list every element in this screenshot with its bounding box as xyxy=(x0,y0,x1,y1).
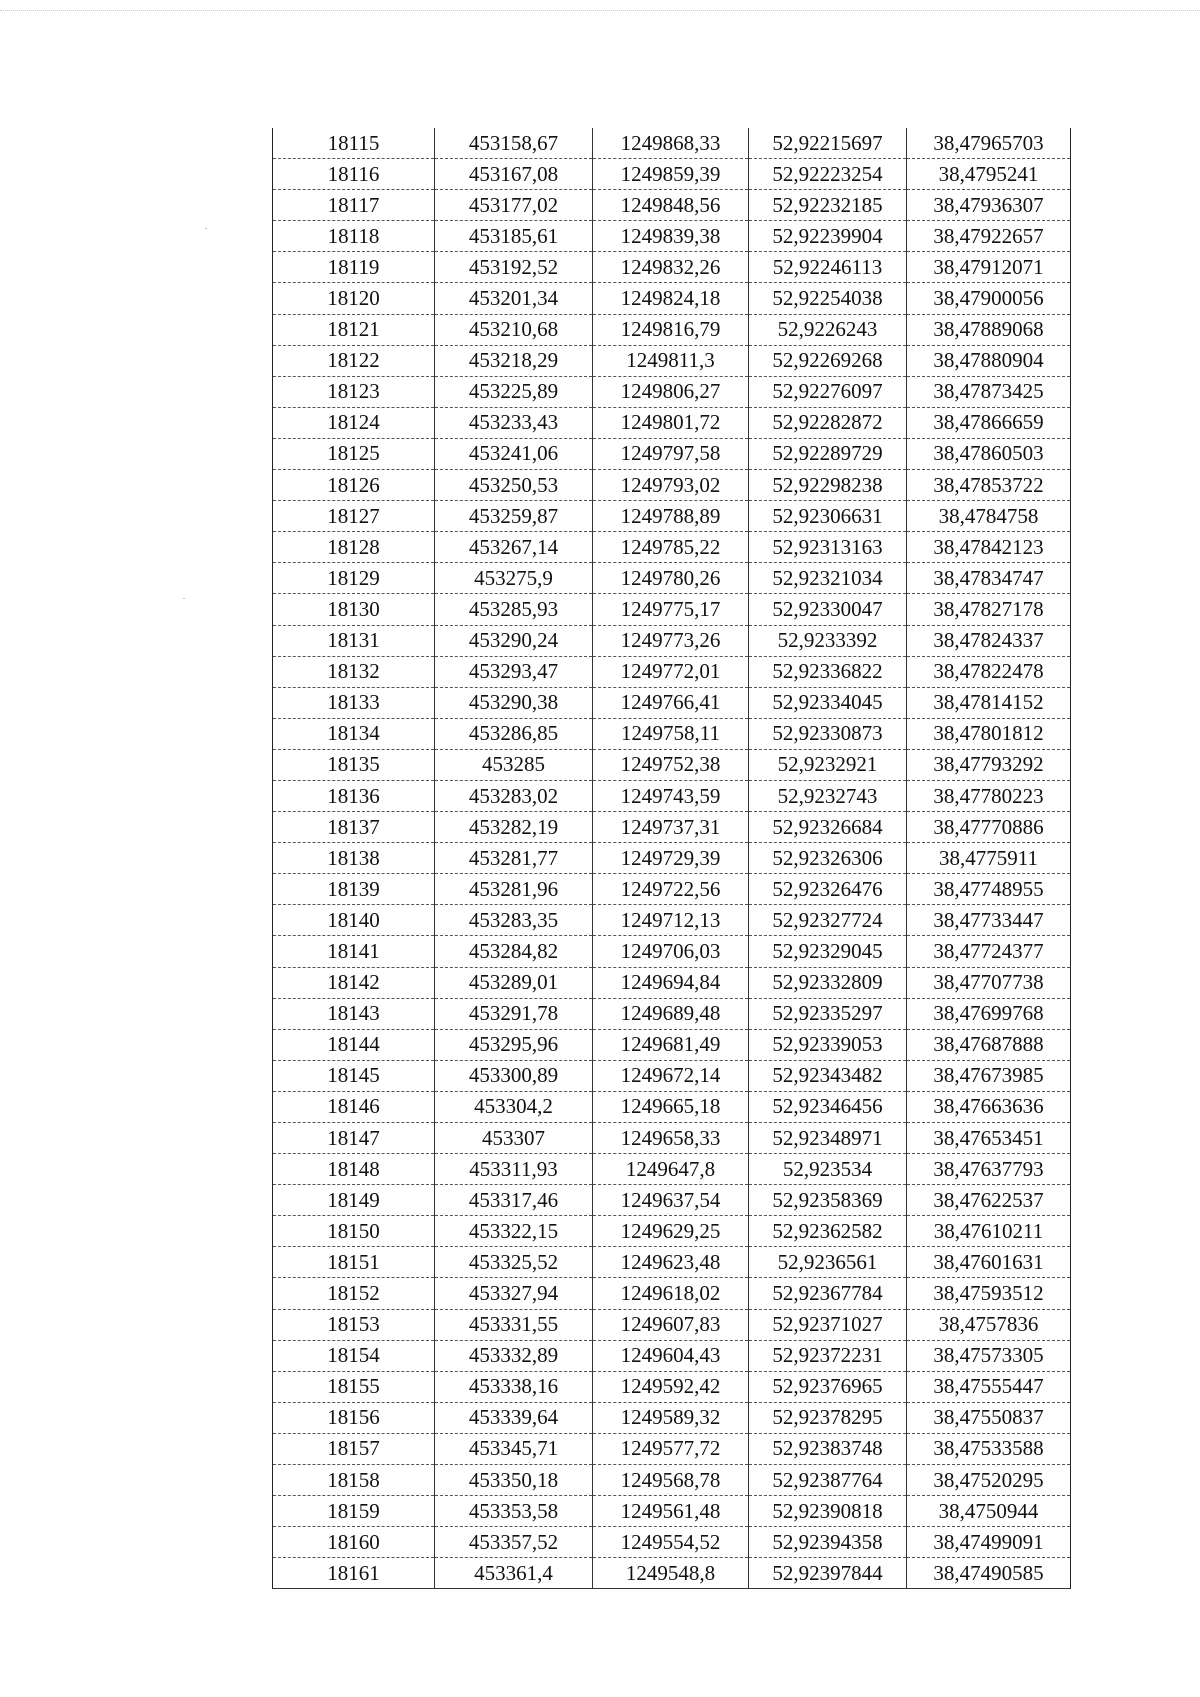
x-coordinate-cell: 453285 xyxy=(435,749,593,780)
longitude-cell: 38,47936307 xyxy=(907,190,1071,221)
point-number-cell: 18151 xyxy=(273,1247,435,1278)
table-row xyxy=(273,1278,1071,1309)
x-coordinate-cell: 453275,9 xyxy=(435,563,593,594)
table-row xyxy=(273,1309,1071,1340)
table-row xyxy=(273,1496,1071,1527)
longitude-cell: 38,47873425 xyxy=(907,376,1071,407)
point-number-cell: 18154 xyxy=(273,1340,435,1371)
point-number-cell: 18117 xyxy=(273,190,435,221)
latitude-cell: 52,9232921 xyxy=(749,749,907,780)
longitude-cell: 38,47748955 xyxy=(907,874,1071,905)
y-coordinate-cell: 1249577,72 xyxy=(593,1433,749,1464)
x-coordinate-cell: 453218,29 xyxy=(435,345,593,376)
y-coordinate-cell: 1249797,58 xyxy=(593,438,749,469)
point-number-cell: 18156 xyxy=(273,1402,435,1433)
latitude-cell: 52,92313163 xyxy=(749,532,907,563)
x-coordinate-cell: 453325,52 xyxy=(435,1247,593,1278)
latitude-cell: 52,92367784 xyxy=(749,1278,907,1309)
longitude-cell: 38,47880904 xyxy=(907,345,1071,376)
x-coordinate-cell: 453322,15 xyxy=(435,1216,593,1247)
table-row xyxy=(273,998,1071,1029)
latitude-cell: 52,92326476 xyxy=(749,874,907,905)
table-row xyxy=(273,1060,1071,1091)
y-coordinate-cell: 1249729,39 xyxy=(593,843,749,874)
latitude-cell: 52,92326306 xyxy=(749,843,907,874)
table-row xyxy=(273,1371,1071,1402)
point-number-cell: 18118 xyxy=(273,221,435,252)
point-number-cell: 18135 xyxy=(273,749,435,780)
latitude-cell: 52,9233392 xyxy=(749,625,907,656)
x-coordinate-cell: 453250,53 xyxy=(435,470,593,501)
latitude-cell: 52,92327724 xyxy=(749,905,907,936)
x-coordinate-cell: 453167,08 xyxy=(435,159,593,190)
latitude-cell: 52,92390818 xyxy=(749,1496,907,1527)
table-row xyxy=(273,1558,1071,1589)
longitude-cell: 38,47889068 xyxy=(907,314,1071,345)
x-coordinate-cell: 453225,89 xyxy=(435,376,593,407)
point-number-cell: 18125 xyxy=(273,438,435,469)
scan-speck xyxy=(183,598,185,599)
longitude-cell: 38,47601631 xyxy=(907,1247,1071,1278)
longitude-cell: 38,47637793 xyxy=(907,1154,1071,1185)
y-coordinate-cell: 1249824,18 xyxy=(593,283,749,314)
latitude-cell: 52,92343482 xyxy=(749,1060,907,1091)
longitude-cell: 38,47653451 xyxy=(907,1123,1071,1154)
y-coordinate-cell: 1249672,14 xyxy=(593,1060,749,1091)
y-coordinate-cell: 1249607,83 xyxy=(593,1309,749,1340)
table-row xyxy=(273,1402,1071,1433)
x-coordinate-cell: 453177,02 xyxy=(435,190,593,221)
longitude-cell: 38,4795241 xyxy=(907,159,1071,190)
y-coordinate-cell: 1249780,26 xyxy=(593,563,749,594)
longitude-cell: 38,47555447 xyxy=(907,1371,1071,1402)
longitude-cell: 38,47780223 xyxy=(907,780,1071,811)
latitude-cell: 52,92269268 xyxy=(749,345,907,376)
point-number-cell: 18131 xyxy=(273,625,435,656)
longitude-cell: 38,4750944 xyxy=(907,1496,1071,1527)
longitude-cell: 38,4784758 xyxy=(907,501,1071,532)
latitude-cell: 52,92346456 xyxy=(749,1091,907,1122)
point-number-cell: 18133 xyxy=(273,687,435,718)
y-coordinate-cell: 1249604,43 xyxy=(593,1340,749,1371)
y-coordinate-cell: 1249868,33 xyxy=(593,128,749,159)
table-row xyxy=(273,221,1071,252)
y-coordinate-cell: 1249637,54 xyxy=(593,1185,749,1216)
latitude-cell: 52,92289729 xyxy=(749,438,907,469)
longitude-cell: 38,47801812 xyxy=(907,718,1071,749)
latitude-cell: 52,92223254 xyxy=(749,159,907,190)
latitude-cell: 52,92376965 xyxy=(749,1371,907,1402)
y-coordinate-cell: 1249816,79 xyxy=(593,314,749,345)
point-number-cell: 18119 xyxy=(273,252,435,283)
longitude-cell: 38,47834747 xyxy=(907,563,1071,594)
latitude-cell: 52,92232185 xyxy=(749,190,907,221)
table-row xyxy=(273,345,1071,376)
point-number-cell: 18161 xyxy=(273,1558,435,1589)
y-coordinate-cell: 1249722,56 xyxy=(593,874,749,905)
y-coordinate-cell: 1249548,8 xyxy=(593,1558,749,1589)
point-number-cell: 18121 xyxy=(273,314,435,345)
latitude-cell: 52,92330873 xyxy=(749,718,907,749)
point-number-cell: 18115 xyxy=(273,128,435,159)
latitude-cell: 52,92330047 xyxy=(749,594,907,625)
table-row xyxy=(273,1247,1071,1278)
latitude-cell: 52,92371027 xyxy=(749,1309,907,1340)
longitude-cell: 38,47663636 xyxy=(907,1091,1071,1122)
x-coordinate-cell: 453353,58 xyxy=(435,1496,593,1527)
x-coordinate-cell: 453290,24 xyxy=(435,625,593,656)
y-coordinate-cell: 1249793,02 xyxy=(593,470,749,501)
y-coordinate-cell: 1249848,56 xyxy=(593,190,749,221)
y-coordinate-cell: 1249773,26 xyxy=(593,625,749,656)
table-row xyxy=(273,128,1071,159)
latitude-cell: 52,92306631 xyxy=(749,501,907,532)
longitude-cell: 38,47965703 xyxy=(907,128,1071,159)
y-coordinate-cell: 1249788,89 xyxy=(593,501,749,532)
x-coordinate-cell: 453210,68 xyxy=(435,314,593,345)
table-row xyxy=(273,1465,1071,1496)
y-coordinate-cell: 1249629,25 xyxy=(593,1216,749,1247)
x-coordinate-cell: 453201,34 xyxy=(435,283,593,314)
longitude-cell: 38,47520295 xyxy=(907,1465,1071,1496)
x-coordinate-cell: 453327,94 xyxy=(435,1278,593,1309)
scan-top-edge xyxy=(0,10,1200,11)
y-coordinate-cell: 1249618,02 xyxy=(593,1278,749,1309)
latitude-cell: 52,92358369 xyxy=(749,1185,907,1216)
longitude-cell: 38,47824337 xyxy=(907,625,1071,656)
x-coordinate-cell: 453259,87 xyxy=(435,501,593,532)
point-number-cell: 18152 xyxy=(273,1278,435,1309)
table-row xyxy=(273,656,1071,687)
longitude-cell: 38,47724377 xyxy=(907,936,1071,967)
y-coordinate-cell: 1249811,3 xyxy=(593,345,749,376)
point-number-cell: 18158 xyxy=(273,1465,435,1496)
longitude-cell: 38,47900056 xyxy=(907,283,1071,314)
latitude-cell: 52,92394358 xyxy=(749,1527,907,1558)
longitude-cell: 38,47853722 xyxy=(907,470,1071,501)
x-coordinate-cell: 453300,89 xyxy=(435,1060,593,1091)
latitude-cell: 52,92334045 xyxy=(749,687,907,718)
point-number-cell: 18153 xyxy=(273,1309,435,1340)
table-row xyxy=(273,532,1071,563)
y-coordinate-cell: 1249758,11 xyxy=(593,718,749,749)
longitude-cell: 38,47860503 xyxy=(907,438,1071,469)
x-coordinate-cell: 453285,93 xyxy=(435,594,593,625)
longitude-cell: 38,4775911 xyxy=(907,843,1071,874)
point-number-cell: 18127 xyxy=(273,501,435,532)
longitude-cell: 38,47822478 xyxy=(907,656,1071,687)
y-coordinate-cell: 1249681,49 xyxy=(593,1029,749,1060)
point-number-cell: 18144 xyxy=(273,1029,435,1060)
x-coordinate-cell: 453283,02 xyxy=(435,780,593,811)
table-row xyxy=(273,1154,1071,1185)
point-number-cell: 18124 xyxy=(273,407,435,438)
coordinates-table xyxy=(272,128,1071,1589)
table-row xyxy=(273,1091,1071,1122)
latitude-cell: 52,92215697 xyxy=(749,128,907,159)
y-coordinate-cell: 1249859,39 xyxy=(593,159,749,190)
table-row xyxy=(273,190,1071,221)
longitude-cell: 38,47573305 xyxy=(907,1340,1071,1371)
point-number-cell: 18136 xyxy=(273,780,435,811)
latitude-cell: 52,92276097 xyxy=(749,376,907,407)
point-number-cell: 18116 xyxy=(273,159,435,190)
table-row xyxy=(273,812,1071,843)
longitude-cell: 38,47622537 xyxy=(907,1185,1071,1216)
scan-speck xyxy=(205,228,207,229)
y-coordinate-cell: 1249775,17 xyxy=(593,594,749,625)
longitude-cell: 38,47499091 xyxy=(907,1527,1071,1558)
x-coordinate-cell: 453284,82 xyxy=(435,936,593,967)
point-number-cell: 18155 xyxy=(273,1371,435,1402)
table-row xyxy=(273,1527,1071,1558)
y-coordinate-cell: 1249839,38 xyxy=(593,221,749,252)
latitude-cell: 52,92329045 xyxy=(749,936,907,967)
y-coordinate-cell: 1249737,31 xyxy=(593,812,749,843)
point-number-cell: 18160 xyxy=(273,1527,435,1558)
y-coordinate-cell: 1249712,13 xyxy=(593,905,749,936)
x-coordinate-cell: 453339,64 xyxy=(435,1402,593,1433)
x-coordinate-cell: 453291,78 xyxy=(435,998,593,1029)
longitude-cell: 38,47687888 xyxy=(907,1029,1071,1060)
table-row xyxy=(273,501,1071,532)
latitude-cell: 52,92397844 xyxy=(749,1558,907,1589)
x-coordinate-cell: 453286,85 xyxy=(435,718,593,749)
point-number-cell: 18122 xyxy=(273,345,435,376)
longitude-cell: 38,47842123 xyxy=(907,532,1071,563)
table-row xyxy=(273,718,1071,749)
x-coordinate-cell: 453293,47 xyxy=(435,656,593,687)
x-coordinate-cell: 453192,52 xyxy=(435,252,593,283)
longitude-cell: 38,47814152 xyxy=(907,687,1071,718)
longitude-cell: 38,47550837 xyxy=(907,1402,1071,1433)
point-number-cell: 18137 xyxy=(273,812,435,843)
point-number-cell: 18146 xyxy=(273,1091,435,1122)
table-row xyxy=(273,438,1071,469)
latitude-cell: 52,9236561 xyxy=(749,1247,907,1278)
y-coordinate-cell: 1249694,84 xyxy=(593,967,749,998)
point-number-cell: 18140 xyxy=(273,905,435,936)
table-row xyxy=(273,314,1071,345)
y-coordinate-cell: 1249766,41 xyxy=(593,687,749,718)
latitude-cell: 52,92378295 xyxy=(749,1402,907,1433)
y-coordinate-cell: 1249568,78 xyxy=(593,1465,749,1496)
x-coordinate-cell: 453282,19 xyxy=(435,812,593,843)
x-coordinate-cell: 453281,77 xyxy=(435,843,593,874)
coordinates-table-body xyxy=(273,128,1071,1589)
longitude-cell: 38,47912071 xyxy=(907,252,1071,283)
y-coordinate-cell: 1249554,52 xyxy=(593,1527,749,1558)
x-coordinate-cell: 453307 xyxy=(435,1123,593,1154)
y-coordinate-cell: 1249752,38 xyxy=(593,749,749,780)
longitude-cell: 38,47922657 xyxy=(907,221,1071,252)
table-row xyxy=(273,905,1071,936)
longitude-cell: 38,47610211 xyxy=(907,1216,1071,1247)
x-coordinate-cell: 453311,93 xyxy=(435,1154,593,1185)
table-row xyxy=(273,967,1071,998)
longitude-cell: 38,4757836 xyxy=(907,1309,1071,1340)
x-coordinate-cell: 453290,38 xyxy=(435,687,593,718)
longitude-cell: 38,47707738 xyxy=(907,967,1071,998)
x-coordinate-cell: 453281,96 xyxy=(435,874,593,905)
latitude-cell: 52,92246113 xyxy=(749,252,907,283)
point-number-cell: 18157 xyxy=(273,1433,435,1464)
table-row xyxy=(273,1216,1071,1247)
longitude-cell: 38,47866659 xyxy=(907,407,1071,438)
x-coordinate-cell: 453338,16 xyxy=(435,1371,593,1402)
x-coordinate-cell: 453289,01 xyxy=(435,967,593,998)
longitude-cell: 38,47673985 xyxy=(907,1060,1071,1091)
table-row xyxy=(273,780,1071,811)
table-row xyxy=(273,749,1071,780)
point-number-cell: 18120 xyxy=(273,283,435,314)
latitude-cell: 52,92336822 xyxy=(749,656,907,687)
latitude-cell: 52,92383748 xyxy=(749,1433,907,1464)
y-coordinate-cell: 1249658,33 xyxy=(593,1123,749,1154)
x-coordinate-cell: 453233,43 xyxy=(435,407,593,438)
y-coordinate-cell: 1249785,22 xyxy=(593,532,749,563)
x-coordinate-cell: 453295,96 xyxy=(435,1029,593,1060)
table-row xyxy=(273,687,1071,718)
point-number-cell: 18145 xyxy=(273,1060,435,1091)
x-coordinate-cell: 453361,4 xyxy=(435,1558,593,1589)
point-number-cell: 18143 xyxy=(273,998,435,1029)
table-row xyxy=(273,1340,1071,1371)
x-coordinate-cell: 453267,14 xyxy=(435,532,593,563)
table-row xyxy=(273,283,1071,314)
table-row xyxy=(273,1185,1071,1216)
point-number-cell: 18128 xyxy=(273,532,435,563)
x-coordinate-cell: 453283,35 xyxy=(435,905,593,936)
y-coordinate-cell: 1249592,42 xyxy=(593,1371,749,1402)
y-coordinate-cell: 1249561,48 xyxy=(593,1496,749,1527)
y-coordinate-cell: 1249772,01 xyxy=(593,656,749,687)
latitude-cell: 52,92348971 xyxy=(749,1123,907,1154)
point-number-cell: 18141 xyxy=(273,936,435,967)
latitude-cell: 52,92239904 xyxy=(749,221,907,252)
point-number-cell: 18159 xyxy=(273,1496,435,1527)
y-coordinate-cell: 1249743,59 xyxy=(593,780,749,811)
y-coordinate-cell: 1249647,8 xyxy=(593,1154,749,1185)
table-row xyxy=(273,376,1071,407)
latitude-cell: 52,92387764 xyxy=(749,1465,907,1496)
y-coordinate-cell: 1249801,72 xyxy=(593,407,749,438)
x-coordinate-cell: 453185,61 xyxy=(435,221,593,252)
table-row xyxy=(273,625,1071,656)
table-row xyxy=(273,252,1071,283)
x-coordinate-cell: 453317,46 xyxy=(435,1185,593,1216)
latitude-cell: 52,92321034 xyxy=(749,563,907,594)
latitude-cell: 52,92332809 xyxy=(749,967,907,998)
point-number-cell: 18148 xyxy=(273,1154,435,1185)
longitude-cell: 38,47770886 xyxy=(907,812,1071,843)
longitude-cell: 38,47699768 xyxy=(907,998,1071,1029)
x-coordinate-cell: 453241,06 xyxy=(435,438,593,469)
latitude-cell: 52,9232743 xyxy=(749,780,907,811)
point-number-cell: 18134 xyxy=(273,718,435,749)
y-coordinate-cell: 1249832,26 xyxy=(593,252,749,283)
table-row xyxy=(273,407,1071,438)
point-number-cell: 18147 xyxy=(273,1123,435,1154)
point-number-cell: 18150 xyxy=(273,1216,435,1247)
point-number-cell: 18139 xyxy=(273,874,435,905)
table-row xyxy=(273,470,1071,501)
x-coordinate-cell: 453158,67 xyxy=(435,128,593,159)
latitude-cell: 52,92372231 xyxy=(749,1340,907,1371)
latitude-cell: 52,92254038 xyxy=(749,283,907,314)
x-coordinate-cell: 453332,89 xyxy=(435,1340,593,1371)
x-coordinate-cell: 453304,2 xyxy=(435,1091,593,1122)
y-coordinate-cell: 1249806,27 xyxy=(593,376,749,407)
x-coordinate-cell: 453345,71 xyxy=(435,1433,593,1464)
table-row xyxy=(273,843,1071,874)
y-coordinate-cell: 1249589,32 xyxy=(593,1402,749,1433)
point-number-cell: 18142 xyxy=(273,967,435,998)
y-coordinate-cell: 1249689,48 xyxy=(593,998,749,1029)
y-coordinate-cell: 1249665,18 xyxy=(593,1091,749,1122)
latitude-cell: 52,92335297 xyxy=(749,998,907,1029)
longitude-cell: 38,47733447 xyxy=(907,905,1071,936)
point-number-cell: 18132 xyxy=(273,656,435,687)
x-coordinate-cell: 453357,52 xyxy=(435,1527,593,1558)
latitude-cell: 52,9226243 xyxy=(749,314,907,345)
point-number-cell: 18126 xyxy=(273,470,435,501)
x-coordinate-cell: 453331,55 xyxy=(435,1309,593,1340)
table-row xyxy=(273,594,1071,625)
longitude-cell: 38,47533588 xyxy=(907,1433,1071,1464)
y-coordinate-cell: 1249706,03 xyxy=(593,936,749,967)
longitude-cell: 38,47490585 xyxy=(907,1558,1071,1589)
latitude-cell: 52,92326684 xyxy=(749,812,907,843)
table-row xyxy=(273,563,1071,594)
table-row xyxy=(273,1029,1071,1060)
latitude-cell: 52,923534 xyxy=(749,1154,907,1185)
table-row xyxy=(273,936,1071,967)
point-number-cell: 18130 xyxy=(273,594,435,625)
table-row xyxy=(273,874,1071,905)
table-row xyxy=(273,159,1071,190)
table-row xyxy=(273,1123,1071,1154)
longitude-cell: 38,47593512 xyxy=(907,1278,1071,1309)
table-row xyxy=(273,1433,1071,1464)
y-coordinate-cell: 1249623,48 xyxy=(593,1247,749,1278)
latitude-cell: 52,92282872 xyxy=(749,407,907,438)
longitude-cell: 38,47827178 xyxy=(907,594,1071,625)
point-number-cell: 18123 xyxy=(273,376,435,407)
longitude-cell: 38,47793292 xyxy=(907,749,1071,780)
latitude-cell: 52,92298238 xyxy=(749,470,907,501)
latitude-cell: 52,92362582 xyxy=(749,1216,907,1247)
x-coordinate-cell: 453350,18 xyxy=(435,1465,593,1496)
latitude-cell: 52,92339053 xyxy=(749,1029,907,1060)
point-number-cell: 18129 xyxy=(273,563,435,594)
point-number-cell: 18149 xyxy=(273,1185,435,1216)
point-number-cell: 18138 xyxy=(273,843,435,874)
